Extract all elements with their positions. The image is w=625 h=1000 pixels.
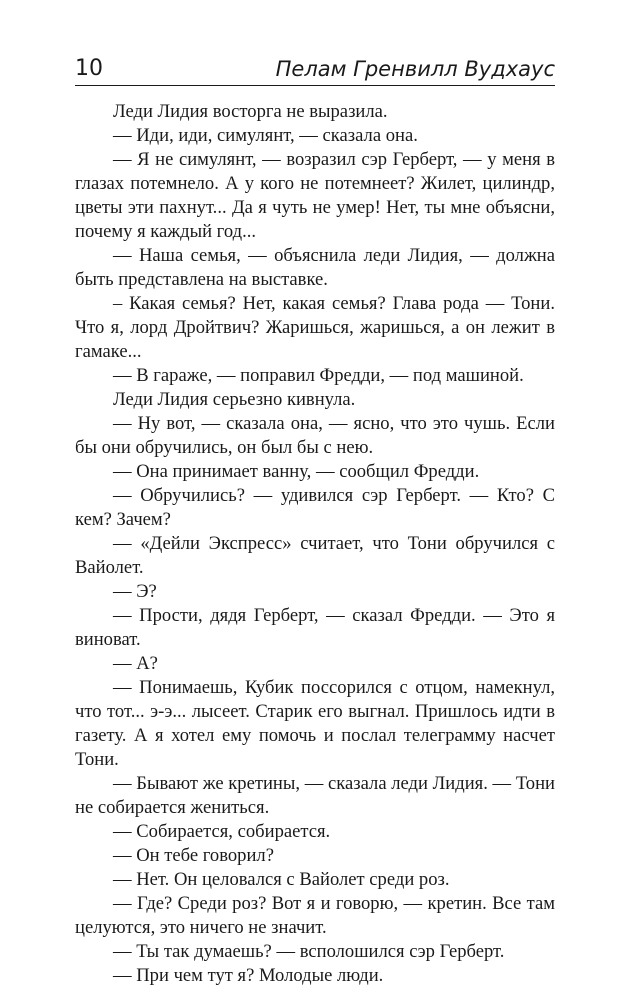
paragraph: — Иди, иди, симулянт, — сказала она. bbox=[113, 125, 418, 146]
paragraph: Леди Лидия серьезно кивнула. bbox=[113, 389, 356, 410]
paragraph: — Он тебе говорил? bbox=[113, 845, 274, 866]
paragraph: — Наша семья, — объяснила леди Лидия, — должна быть представлена на выставке. bbox=[75, 245, 555, 290]
paragraph: — Собирается, собирается. bbox=[113, 821, 331, 842]
body-text bbox=[75, 100, 555, 988]
paragraph: — Бывают же кретины, — сказала леди Лидия. — Тони не собирается жениться. bbox=[75, 773, 555, 818]
paragraph: — Я не симулянт, — возразил сэр Герберт, — у меня в глазах потемнело. А у кого не потемнеет? Жилет, цилиндр, цветы эти пахнут... Да я чуть не умер! Нет, ты мне объясни, почему я каждый год... bbox=[75, 149, 555, 242]
paragraph: — Нет. Он целовался с Вайолет среди роз. bbox=[113, 869, 450, 890]
paragraph: — Обручились? — удивился сэр Герберт. — Кто? С кем? Зачем? bbox=[75, 485, 555, 530]
paragraph: — В гараже, — поправил Фредди, — под машиной. bbox=[113, 365, 524, 386]
paragraph: — При чем тут я? Молодые люди. bbox=[113, 965, 384, 986]
paragraph: — Прости, дядя Герберт, — сказал Фредди. — Это я виноват. bbox=[75, 605, 555, 650]
paragraph: — Ты так думаешь? — всполошился сэр Герберт. bbox=[113, 941, 505, 962]
paragraph: – Какая семья? Нет, какая семья? Глава рода — Тони. Что я, лорд Дройтвич? Жаришься, жаришься, а он лежит в гамаке... bbox=[75, 293, 555, 362]
paragraph: — Ну вот, — сказала она, — ясно, что это чушь. Если бы они обручились, он был бы с нею. bbox=[75, 413, 555, 458]
paragraph: — Она принимает ванну, — сообщил Фредди. bbox=[113, 461, 480, 482]
paragraph: — А? bbox=[113, 653, 158, 674]
page-header bbox=[75, 54, 555, 84]
page-number: 10 bbox=[75, 56, 103, 81]
header-divider bbox=[75, 85, 555, 86]
running-title: Пелам Гренвилл Вудхаус bbox=[275, 57, 555, 81]
paragraph: — Где? Среди роз? Вот я и говорю, — кретин. Все там целуются, это ничего не значит. bbox=[75, 893, 555, 938]
paragraph: Леди Лидия восторга не выразила. bbox=[113, 101, 388, 122]
paragraph: — Э? bbox=[113, 581, 157, 602]
paragraph: — «Дейли Экспресс» считает, что Тони обручился с Вайолет. bbox=[75, 533, 555, 578]
paragraph: — Понимаешь, Кубик поссорился с отцом, намекнул, что тот... э-э... лысеет. Старик его выгнал. Пришлось идти в газету. А я хотел ему помочь и послал телеграмму насчет Тони. bbox=[75, 677, 555, 770]
